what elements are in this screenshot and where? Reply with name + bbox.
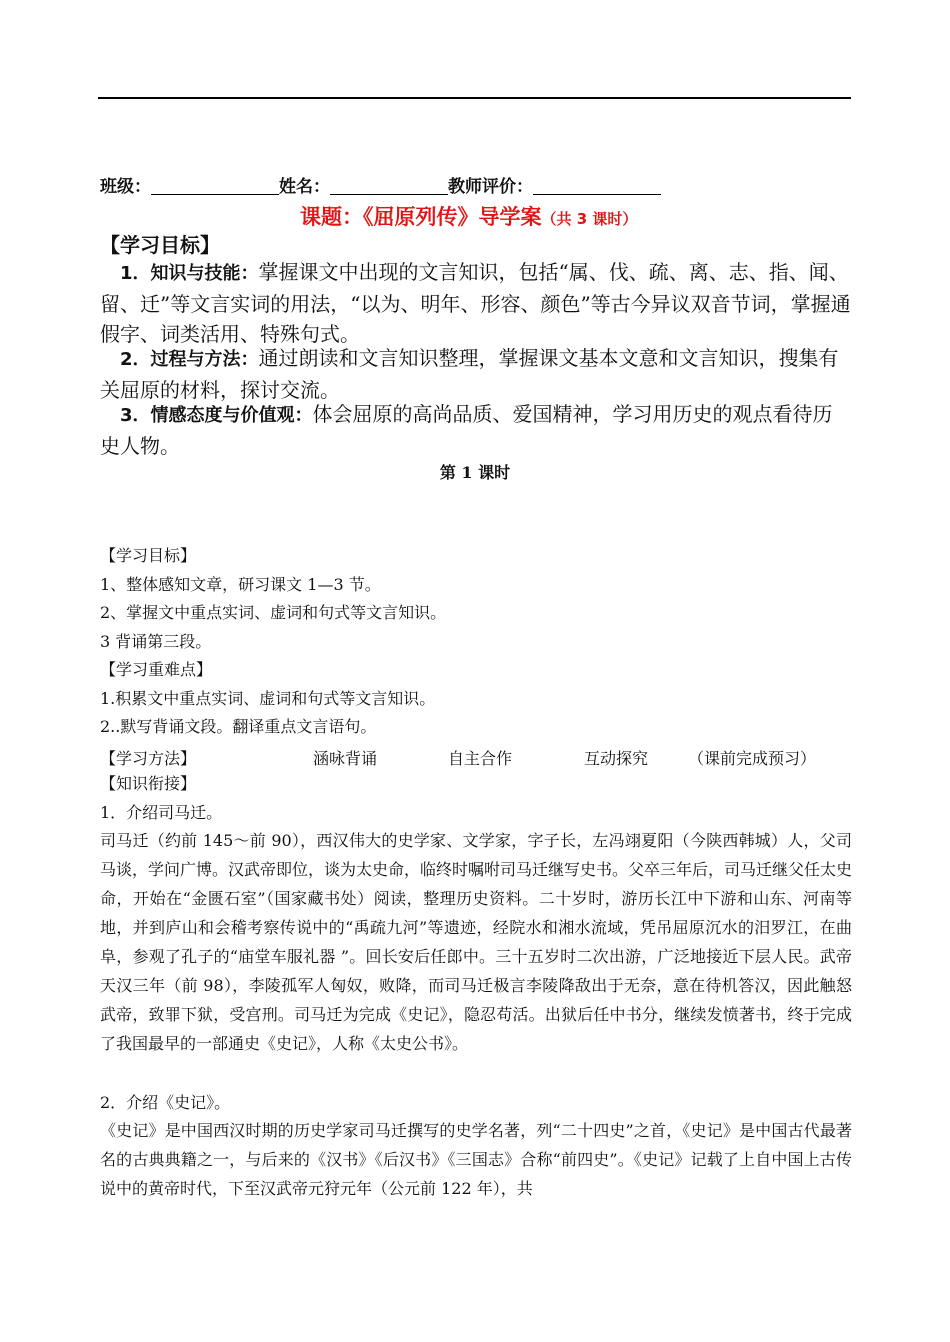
goals-heading: 【学习目标】 (100, 233, 220, 257)
key-point-line: 2..默写背诵文段。翻译重点文言语句。 (100, 717, 377, 736)
goal-item (100, 257, 852, 349)
lesson-goal-line: 1、整体感知文章，研习课文 1—3 节。 (100, 575, 381, 594)
knowledge-link-heading: 【知识衔接】 (100, 774, 197, 793)
eval-blank (533, 176, 661, 195)
goal-item (100, 343, 852, 405)
method-item: 涵咏背诵 (313, 749, 378, 768)
goal-label: 3．情感态度与价值观： (120, 405, 313, 426)
subheading-sima-qian: 1．介绍司马迁。 (100, 803, 223, 822)
lesson-goals-heading: 【学习目标】 (100, 546, 197, 565)
subheading-shiji: 2．介绍《史记》。 (100, 1093, 231, 1112)
goal-label: 1．知识与技能： (120, 263, 259, 284)
goal-text: 通过朗读和文言知识整理，掌握课文基本文意和文言知识，搜集有关屈原的材料，探讨交流。 (100, 346, 839, 402)
teacher-eval-label: 教师评价： (448, 177, 533, 197)
goal-item (100, 399, 852, 461)
title-main: 课题：《屈原列传》导学案 (300, 205, 542, 229)
page-title (300, 201, 637, 231)
goal-label: 2．过程与方法： (120, 349, 259, 370)
name-blank (330, 176, 448, 195)
class-blank (151, 176, 279, 195)
title-sub: （共 3 课时） (541, 210, 638, 228)
name-label: 姓名： (279, 177, 330, 197)
method-item: 自主合作 (448, 749, 513, 768)
goal-text: 体会屈原的高尚品质、爱国精神，学习用历史的观点看待历史人物。 (100, 402, 833, 458)
methods-heading: 【学习方法】 (100, 749, 197, 768)
method-item: （课前完成预习） (688, 749, 817, 768)
key-points-heading: 【学习重难点】 (100, 660, 213, 679)
lesson-goal-line: 3 背诵第三段。 (100, 632, 212, 651)
key-point-line: 1.积累文中重点实词、虚词和句式等文言知识。 (100, 689, 436, 708)
method-item: 互动探究 (584, 749, 649, 768)
sima-qian-paragraph: 司马迁（约前 145～前 90），西汉伟大的史学家、文学家，字子长，左冯翊夏阳（今陕西韩城）人，父司马谈，学问广博。汉武帝即位，谈为太史命，临终时嘱咐司马迁继写史书。父卒三年后，司马迁继父任太史命，开始在“金匮石室”（国家藏书处）阅读，整理历史资料。二十岁时，游历长江中下游和山东、河南等地，并到庐山和会稽考察传说中的“禹疏九河”等遗迹，经院水和湘水流域，凭吊屈原沉水的汨罗江，在曲阜，参观了孔子的“庙堂车服礼器 ”。回长安后任郎中。三十五岁时二次出游，广泛地接近下层人民。武帝天汉三年（前 98），李陵孤军人匈奴，败降，而司马迁极言李陵降敌出于无奈，意在待机答汉，因此触怒武帝，致罪下狱，受宫刑。司马迁为完成《史记》，隐忍苟活。出狱后任中书分，继续发愤著书，终于完成了我国最早的一部通史《史记》，人称《太史公书》。 (100, 831, 853, 1053)
header-rule (98, 97, 851, 99)
student-info-line (100, 172, 661, 197)
lesson-goal-line: 2、掌握文中重点实词、虚词和句式等文言知识。 (100, 603, 447, 622)
shiji-paragraph: 《史记》是中国西汉时期的历史学家司马迁撰写的史学名著，列“二十四史”之首，《史记》是中国古代最著名的古典典籍之一，与后来的《汉书》《后汉书》《三国志》合称“前四史”。《史记》记载了上自中国上古传说中的黄帝时代，下至汉武帝元狩元年（公元前 122 年），共 (100, 1121, 852, 1198)
class-label: 班级： (100, 177, 151, 197)
lesson-label: 第 1 课时 (439, 463, 511, 482)
goal-text: 掌握课文中出现的文言知识，包括“属、伐、疏、离、志、指、闻、留、迁”等文言实词的用法，“以为、明年、形容、颜色”等古今异议双音节词，掌握通假字、词类活用、特殊句式。 (100, 260, 851, 346)
